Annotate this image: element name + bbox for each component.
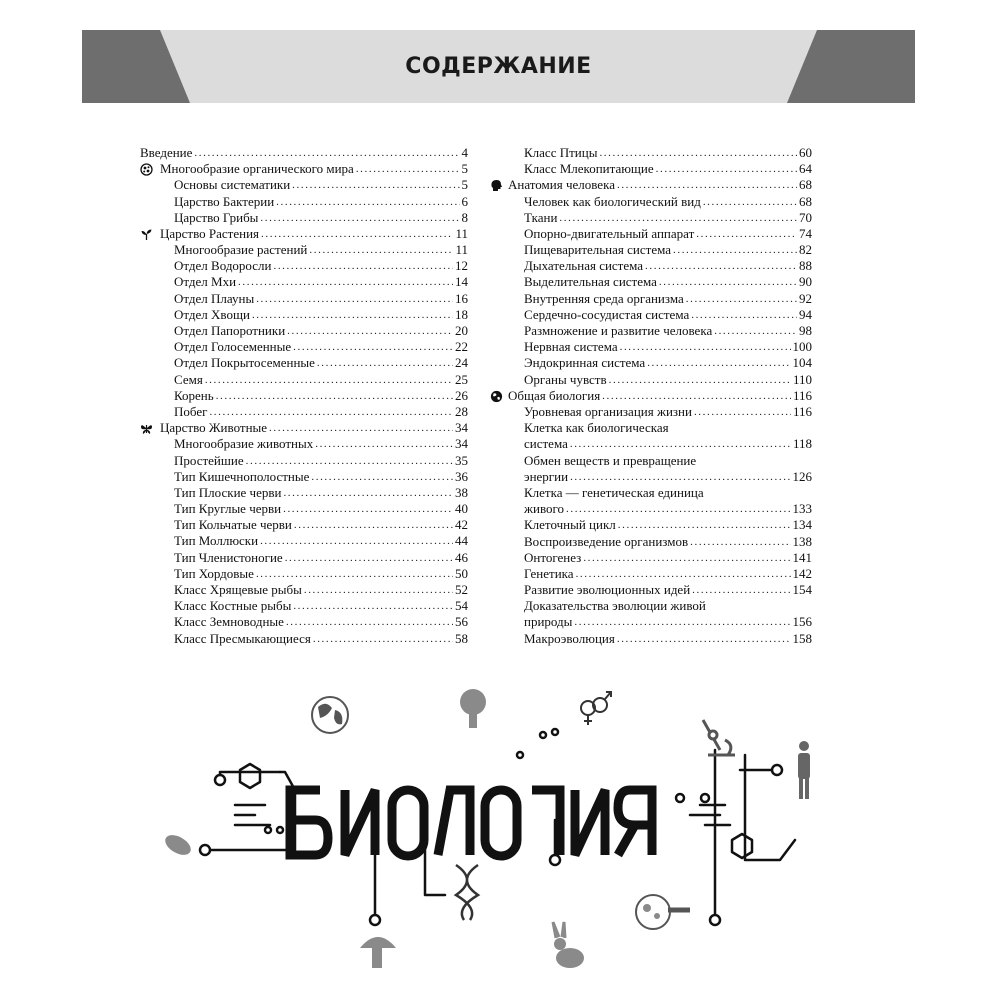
- toc-entry: [490, 145, 812, 161]
- toc-entry: [140, 307, 468, 323]
- toc-entry: [490, 323, 812, 339]
- butterfly-icon: [140, 422, 153, 435]
- toc-entry: [490, 453, 812, 485]
- leader-dots: [317, 355, 453, 371]
- toc-entry-title: Царство Растения: [160, 225, 260, 241]
- toc-entry-title: Отдел Плауны: [174, 290, 255, 306]
- toc-page-number: 34: [455, 420, 468, 436]
- toc-entry-title: Основы систематики: [174, 177, 291, 193]
- toc-entry-title: Семя: [174, 371, 203, 387]
- leader-dots: [599, 145, 797, 161]
- leader-dots: [292, 177, 459, 193]
- toc-page-number: 64: [799, 161, 812, 177]
- leader-dots: [686, 291, 797, 307]
- toc-entry-title: Органы чувств: [524, 371, 607, 387]
- leader-dots: [609, 372, 791, 388]
- toc-entry: [490, 355, 812, 371]
- leader-dots: [696, 226, 797, 242]
- dna-icon: [456, 865, 478, 920]
- toc-entry-title: Класс Земноводные: [174, 614, 284, 630]
- leader-dots: [574, 614, 790, 630]
- toc-entry-title: Обмен веществ и превращение: [524, 452, 697, 468]
- leader-dots: [286, 614, 453, 630]
- toc-page-number: 18: [455, 306, 468, 322]
- biology-lettering: [160, 680, 840, 990]
- toc-entry: [490, 161, 812, 177]
- toc-page-number: 56: [455, 614, 468, 630]
- toc-page-number: 118: [792, 436, 812, 452]
- toc-entry: [140, 339, 468, 355]
- toc-entry: [140, 388, 468, 404]
- toc-page-number: 38: [455, 484, 468, 500]
- leader-dots: [576, 566, 791, 582]
- toc-page-number: 5: [461, 177, 468, 193]
- leader-dots: [252, 307, 453, 323]
- toc-entry-title: Онтогенез: [524, 549, 582, 565]
- toc-page-number: 100: [792, 339, 812, 355]
- toc-page-number: 156: [792, 614, 812, 630]
- toc-entry: [490, 631, 812, 647]
- leader-dots: [691, 307, 797, 323]
- toc-entry: [490, 404, 812, 420]
- toc-entry: [490, 258, 812, 274]
- toc-entry-title-cont: энергии: [524, 468, 569, 484]
- toc-entry-title-cont: живого: [524, 501, 564, 517]
- toc-entry-title: Царство Бактерии: [174, 193, 275, 209]
- toc-entry: [140, 501, 468, 517]
- toc-page-number: 116: [792, 387, 812, 403]
- sprout-icon: [140, 228, 153, 241]
- toc-entry-title: Дыхательная система: [524, 258, 644, 274]
- toc-entry: [490, 339, 812, 355]
- leader-dots: [283, 485, 453, 501]
- toc-entry-title: Многообразие растений: [174, 242, 308, 258]
- toc-entry: [140, 517, 468, 533]
- toc-entry-title: Класс Хрящевые рыбы: [174, 582, 302, 598]
- toc-entry: [140, 161, 468, 177]
- leader-dots: [570, 469, 790, 485]
- leader-dots: [273, 258, 453, 274]
- toc-entry-title: Тип Хордовые: [174, 565, 254, 581]
- leader-dots: [246, 453, 453, 469]
- leader-dots: [570, 436, 791, 452]
- toc-entry-title: Отдел Водоросли: [174, 258, 272, 274]
- leader-dots: [304, 582, 453, 598]
- toc-page-number: 104: [792, 355, 812, 371]
- toc-page-number: 6: [461, 193, 468, 209]
- toc-entry: [490, 291, 812, 307]
- toc-page-number: 58: [455, 630, 468, 646]
- toc-entry-title: Эндокринная система: [524, 355, 646, 371]
- leader-dots: [559, 210, 797, 226]
- leader-dots: [618, 517, 791, 533]
- toc-entry-title: Отдел Покрытосеменные: [174, 355, 315, 371]
- toc-entry: [140, 534, 468, 550]
- leader-dots: [294, 517, 453, 533]
- toc-entry: [140, 145, 468, 161]
- toc-left-column: [140, 145, 468, 647]
- toc-entry-title: Клетка — генетическая единица: [524, 484, 704, 500]
- toc-page-number: 40: [455, 501, 468, 517]
- toc-entry: [140, 566, 468, 582]
- toc-entry: [490, 226, 812, 242]
- leader-dots: [617, 177, 797, 193]
- toc-entry-title: Корень: [174, 387, 214, 403]
- toc-entry-title: Сердечно-сосудистая система: [524, 306, 690, 322]
- toc-entry-title: Тип Членистоногие: [174, 549, 283, 565]
- toc-entry-title-cont: система: [524, 436, 568, 452]
- toc-page-number: 52: [455, 582, 468, 598]
- toc-entry: [140, 614, 468, 630]
- toc-page-number: 90: [799, 274, 812, 290]
- toc-entry: [140, 177, 468, 193]
- toc-page-number: 25: [455, 371, 468, 387]
- leader-dots: [269, 420, 453, 436]
- toc-entry-title: Пищеварительная система: [524, 242, 671, 258]
- leader-dots: [659, 274, 797, 290]
- toc-entry: [140, 550, 468, 566]
- toc-entry-title: Многообразие животных: [174, 436, 314, 452]
- leader-dots: [209, 404, 453, 420]
- toc-entry-title: Царство Животные: [160, 420, 268, 436]
- toc-entry: [490, 388, 812, 404]
- leader-dots: [356, 161, 460, 177]
- toc-page-number: 36: [455, 468, 468, 484]
- toc-entry: [140, 436, 468, 452]
- toc-entry-title: Класс Птицы: [524, 144, 598, 160]
- leader-dots: [583, 550, 790, 566]
- leader-dots: [256, 566, 453, 582]
- leader-dots: [293, 598, 453, 614]
- toc-entry-title: Ткани: [524, 209, 558, 225]
- globe-icon: [312, 697, 348, 733]
- toc-entry: [490, 210, 812, 226]
- toc-entry: [490, 372, 812, 388]
- toc-page-number: 4: [461, 144, 468, 160]
- toc-page-number: 35: [455, 452, 468, 468]
- toc-entry: [490, 177, 812, 193]
- toc-page-number: 68: [799, 193, 812, 209]
- toc-entry-title: Тип Моллюски: [174, 533, 259, 549]
- toc-entry-title: Выделительная система: [524, 274, 657, 290]
- toc-entry-title: Тип Кишечнополостные: [174, 468, 310, 484]
- contents-header: [82, 30, 915, 103]
- toc-entry: [490, 194, 812, 210]
- leader-dots: [261, 226, 453, 242]
- toc-page-number: 54: [455, 598, 468, 614]
- toc-entry-title: Клеточный цикл: [524, 517, 616, 533]
- toc-entry: [140, 258, 468, 274]
- toc-entry-title: Царство Грибы: [174, 209, 259, 225]
- toc-page-number: 28: [455, 403, 468, 419]
- toc-entry-title: Класс Костные рыбы: [174, 598, 292, 614]
- toc-page-number: 158: [792, 630, 812, 646]
- toc-entry: [490, 550, 812, 566]
- leader-dots: [285, 550, 453, 566]
- toc-entry: [140, 210, 468, 226]
- toc-page-number: 116: [792, 403, 812, 419]
- toc-entry-title: Многообразие органического мира: [160, 161, 354, 177]
- toc-entry-title: Отдел Мхи: [174, 274, 237, 290]
- toc-page-number: 133: [792, 501, 812, 517]
- leader-dots: [260, 533, 453, 549]
- leader-dots: [309, 242, 453, 258]
- toc-entry-title: Уровневая организация жизни: [524, 403, 692, 419]
- toc-entry: [140, 242, 468, 258]
- leader-dots: [313, 631, 453, 647]
- leader-dots: [690, 534, 790, 550]
- gender-symbols-icon: [581, 692, 611, 725]
- toc-page-number: 50: [455, 565, 468, 581]
- toc-entry: [490, 534, 812, 550]
- toc-entry: [140, 323, 468, 339]
- toc-page-number: 11: [455, 242, 468, 258]
- leader-dots: [238, 274, 453, 290]
- toc-entry: [140, 404, 468, 420]
- toc-entry: [140, 469, 468, 485]
- toc-entry: [140, 226, 468, 242]
- leader-dots: [617, 631, 791, 647]
- toc-entry-title: Доказательства эволюции живой: [524, 598, 706, 614]
- toc-entry-title: Общая биология: [508, 387, 601, 403]
- toc-page-number: 46: [455, 549, 468, 565]
- toc-entry: [490, 598, 812, 630]
- leader-dots: [256, 291, 453, 307]
- toc-entry: [490, 566, 812, 582]
- toc-entry: [140, 631, 468, 647]
- toc-entry-title: Класс Млекопитающие: [524, 161, 654, 177]
- toc-page-number: 14: [455, 274, 468, 290]
- toc-entry-title: Воспроизведение организмов: [524, 533, 689, 549]
- toc-page-number: 134: [792, 517, 812, 533]
- tree-icon: [460, 689, 486, 728]
- toc-page-number: 34: [455, 436, 468, 452]
- toc-page-number: 126: [792, 468, 812, 484]
- leader-dots: [283, 501, 453, 517]
- toc-entry: [490, 275, 812, 291]
- toc-entry: [140, 598, 468, 614]
- toc-page-number: 26: [455, 387, 468, 403]
- leader-dots: [287, 323, 453, 339]
- toc-entry: [140, 453, 468, 469]
- toc-entry: [490, 242, 812, 258]
- leader-dots: [620, 339, 791, 355]
- toc-entry-title: Опорно-двигательный аппарат: [524, 225, 695, 241]
- toc-entry-title: Простейшие: [174, 452, 244, 468]
- leader-dots: [694, 404, 791, 420]
- toc-page-number: 142: [792, 565, 812, 581]
- toc-entry-title: Нервная система: [524, 339, 618, 355]
- toc-page-number: 92: [799, 290, 812, 306]
- toc-entry-title: Человек как биологический вид: [524, 193, 701, 209]
- toc-page-number: 154: [792, 582, 812, 598]
- toc-page-number: 98: [799, 323, 812, 339]
- leader-dots: [311, 469, 453, 485]
- toc-entry-title: Клетка как биологическая: [524, 420, 669, 436]
- toc-entry-title: Внутренняя среда организма: [524, 290, 684, 306]
- leader-dots: [216, 388, 453, 404]
- toc-page-number: 141: [792, 549, 812, 565]
- biology-artwork: [160, 680, 840, 990]
- toc-entry-title: Размножение и развитие человека: [524, 323, 713, 339]
- toc-entry-title: Тип Плоские черви: [174, 484, 282, 500]
- leader-dots: [293, 339, 453, 355]
- toc-right-column: [490, 145, 812, 647]
- toc-entry-title: Класс Пресмыкающиеся: [174, 630, 311, 646]
- leader-dots: [692, 582, 790, 598]
- toc-page-number: 20: [455, 323, 468, 339]
- toc-entry-title: Отдел Хвощи: [174, 306, 250, 322]
- toc-page-number: 44: [455, 533, 468, 549]
- toc-entry-title: Тип Круглые черви: [174, 501, 282, 517]
- page-title: СОДЕРЖАНИЕ: [405, 54, 592, 79]
- leader-dots: [315, 436, 453, 452]
- leader-dots: [194, 145, 459, 161]
- toc-page-number: 42: [455, 517, 468, 533]
- toc-page-number: 68: [799, 177, 812, 193]
- toc-entry: [490, 307, 812, 323]
- mushroom-icon: [360, 937, 396, 968]
- human-figure-icon: [798, 741, 810, 799]
- toc-entry: [140, 582, 468, 598]
- toc-entry-title: Отдел Голосеменные: [174, 339, 292, 355]
- rabbit-icon: [553, 922, 584, 968]
- toc-page-number: 11: [455, 225, 468, 241]
- toc-entry: [490, 517, 812, 533]
- leader-dots: [602, 388, 791, 404]
- toc-page-number: 70: [799, 209, 812, 225]
- toc-page-number: 8: [461, 209, 468, 225]
- leader-dots: [566, 501, 791, 517]
- toc-entry: [140, 355, 468, 371]
- leader-dots: [703, 194, 797, 210]
- leader-dots: [673, 242, 797, 258]
- leader-dots: [260, 210, 459, 226]
- toc-entry-title: Генетика: [524, 565, 574, 581]
- toc-entry: [140, 485, 468, 501]
- toc-entry-title: Введение: [140, 144, 193, 160]
- toc-entry: [490, 420, 812, 452]
- toc-page-number: 110: [792, 371, 812, 387]
- globe-icon: [490, 390, 503, 403]
- leader-dots: [205, 372, 453, 388]
- toc-entry: [140, 291, 468, 307]
- toc-entry: [140, 194, 468, 210]
- toc-entry-title: Анатомия человека: [508, 177, 615, 193]
- toc-page-number: 60: [799, 144, 812, 160]
- toc-entry: [490, 485, 812, 517]
- toc-page-number: 22: [455, 339, 468, 355]
- toc-page-number: 74: [799, 225, 812, 241]
- head-icon: [490, 179, 503, 192]
- toc-page-number: 16: [455, 290, 468, 306]
- toc-entry: [140, 275, 468, 291]
- toc-entry-title: Тип Кольчатые черви: [174, 517, 292, 533]
- toc-entry-title-cont: природы: [524, 614, 573, 630]
- toc-entry-title: Отдел Папоротники: [174, 323, 286, 339]
- toc-entry-title: Макроэволюция: [524, 630, 615, 646]
- microscope-icon: [703, 720, 735, 755]
- toc-entry-title: Развитие эволюционных идей: [524, 582, 691, 598]
- leader-dots: [645, 258, 797, 274]
- toc-entry-title: Побег: [174, 403, 208, 419]
- bacterium-icon: [162, 831, 194, 859]
- leader-dots: [276, 194, 459, 210]
- toc-page-number: 24: [455, 355, 468, 371]
- cell-icon: [140, 163, 153, 176]
- toc-page-number: 88: [799, 258, 812, 274]
- toc-page-number: 5: [461, 161, 468, 177]
- toc-entry: [490, 582, 812, 598]
- toc-page-number: 82: [799, 242, 812, 258]
- leader-dots: [647, 355, 790, 371]
- toc-page-number: 94: [799, 306, 812, 322]
- toc-entry: [140, 372, 468, 388]
- leader-dots: [714, 323, 797, 339]
- leader-dots: [656, 161, 797, 177]
- petri-dish-magnifier-icon: [636, 895, 690, 929]
- toc-entry: [140, 420, 468, 436]
- toc-page-number: 12: [455, 258, 468, 274]
- toc-page-number: 138: [792, 533, 812, 549]
